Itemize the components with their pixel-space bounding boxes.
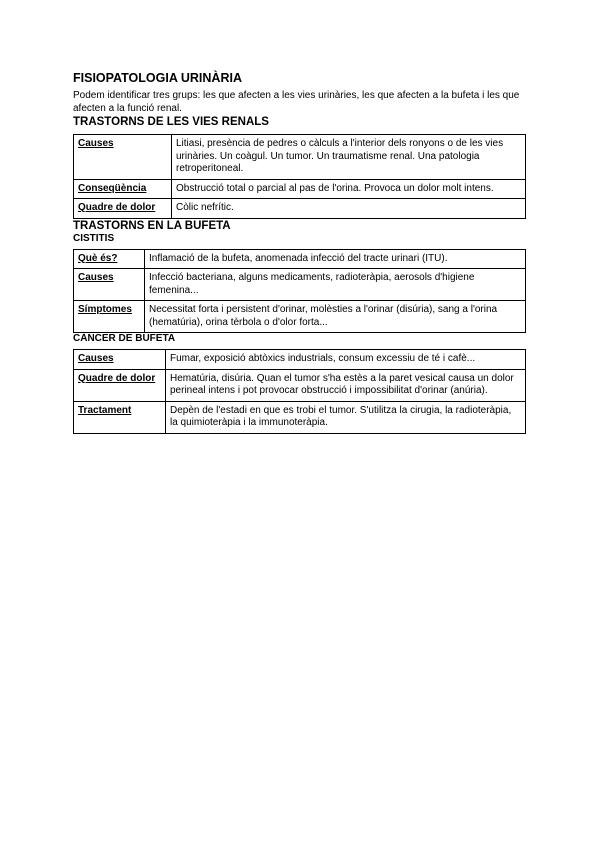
row-value: Litiasi, presència de pedres o càlculs a l'interior dels ronyons o de les vies urinàries. Un coàgul. Un tumor. Un traumatisme renal. Una patologia retroperitoneal. — [172, 135, 526, 180]
table-row — [74, 179, 526, 199]
table-row — [74, 350, 526, 370]
row-value: Inflamació de la bufeta, anomenada infecció del tracte urinari (ITU). — [145, 249, 526, 269]
row-key: Conseqüència — [74, 179, 172, 199]
row-key: Quadre de dolor — [74, 369, 166, 401]
row-value: Necessitat forta i persistent d'orinar, molèsties a l'orinar (disúria), sang a l'orina (hematúria), orina tèrbola o d'olor forta... — [145, 301, 526, 333]
subheading-cistitis: CISTITIS — [73, 232, 115, 244]
table-row — [74, 135, 526, 180]
row-key: Símptomes — [74, 301, 145, 333]
row-key: Què és? — [74, 249, 145, 269]
cistitis-table — [73, 249, 526, 334]
row-key: Causes — [74, 269, 145, 301]
table-row — [74, 369, 526, 401]
renal-table — [73, 134, 526, 219]
row-value: Hematúria, disúria. Quan el tumor s'ha estès a la paret vesical causa un dolor perineal intens i pot provocar obstrucció i impossibilitat d'orinar (anúria). — [166, 369, 526, 401]
section-heading-bufeta: TRASTORNS EN LA BUFETA — [73, 219, 231, 232]
row-key: Tractament — [74, 401, 166, 433]
section-heading-renal: TRASTORNS DE LES VIES RENALS — [73, 116, 269, 128]
table-row — [74, 301, 526, 333]
table-row — [74, 401, 526, 433]
document-content — [73, 70, 526, 434]
row-value: Depèn de l'estadi en que es trobi el tumor. S'utilitza la cirugia, la radioteràpia, la quimioteràpia i la immunoteràpia. — [166, 401, 526, 433]
row-key: Causes — [74, 350, 166, 370]
table-row — [74, 249, 526, 269]
row-key: Causes — [74, 135, 172, 180]
row-value: Obstrucció total o parcial al pas de l'orina. Provoca un dolor molt intens. — [172, 179, 526, 199]
row-value: Fumar, exposició abtòxics industrials, consum excessiu de té i cafè... — [166, 350, 526, 370]
row-key: Quadre de dolor — [74, 199, 172, 219]
subheading-cancer: CÀNCER DE BUFETA — [73, 333, 176, 344]
row-value: Infecció bacteriana, alguns medicaments, radioteràpia, aerosols d'higiene femenina... — [145, 269, 526, 301]
row-value: Còlic nefrític. — [172, 199, 526, 219]
intro-paragraph: Podem identificar tres grups: les que afecten a les vies urinàries, les que afecten a la bufeta i les que afecten a la funció renal. — [73, 90, 520, 114]
cancer-table — [73, 349, 526, 434]
table-row — [74, 269, 526, 301]
page-title: FISIOPATOLOGIA URINÀRIA — [73, 71, 242, 85]
table-row — [74, 199, 526, 219]
